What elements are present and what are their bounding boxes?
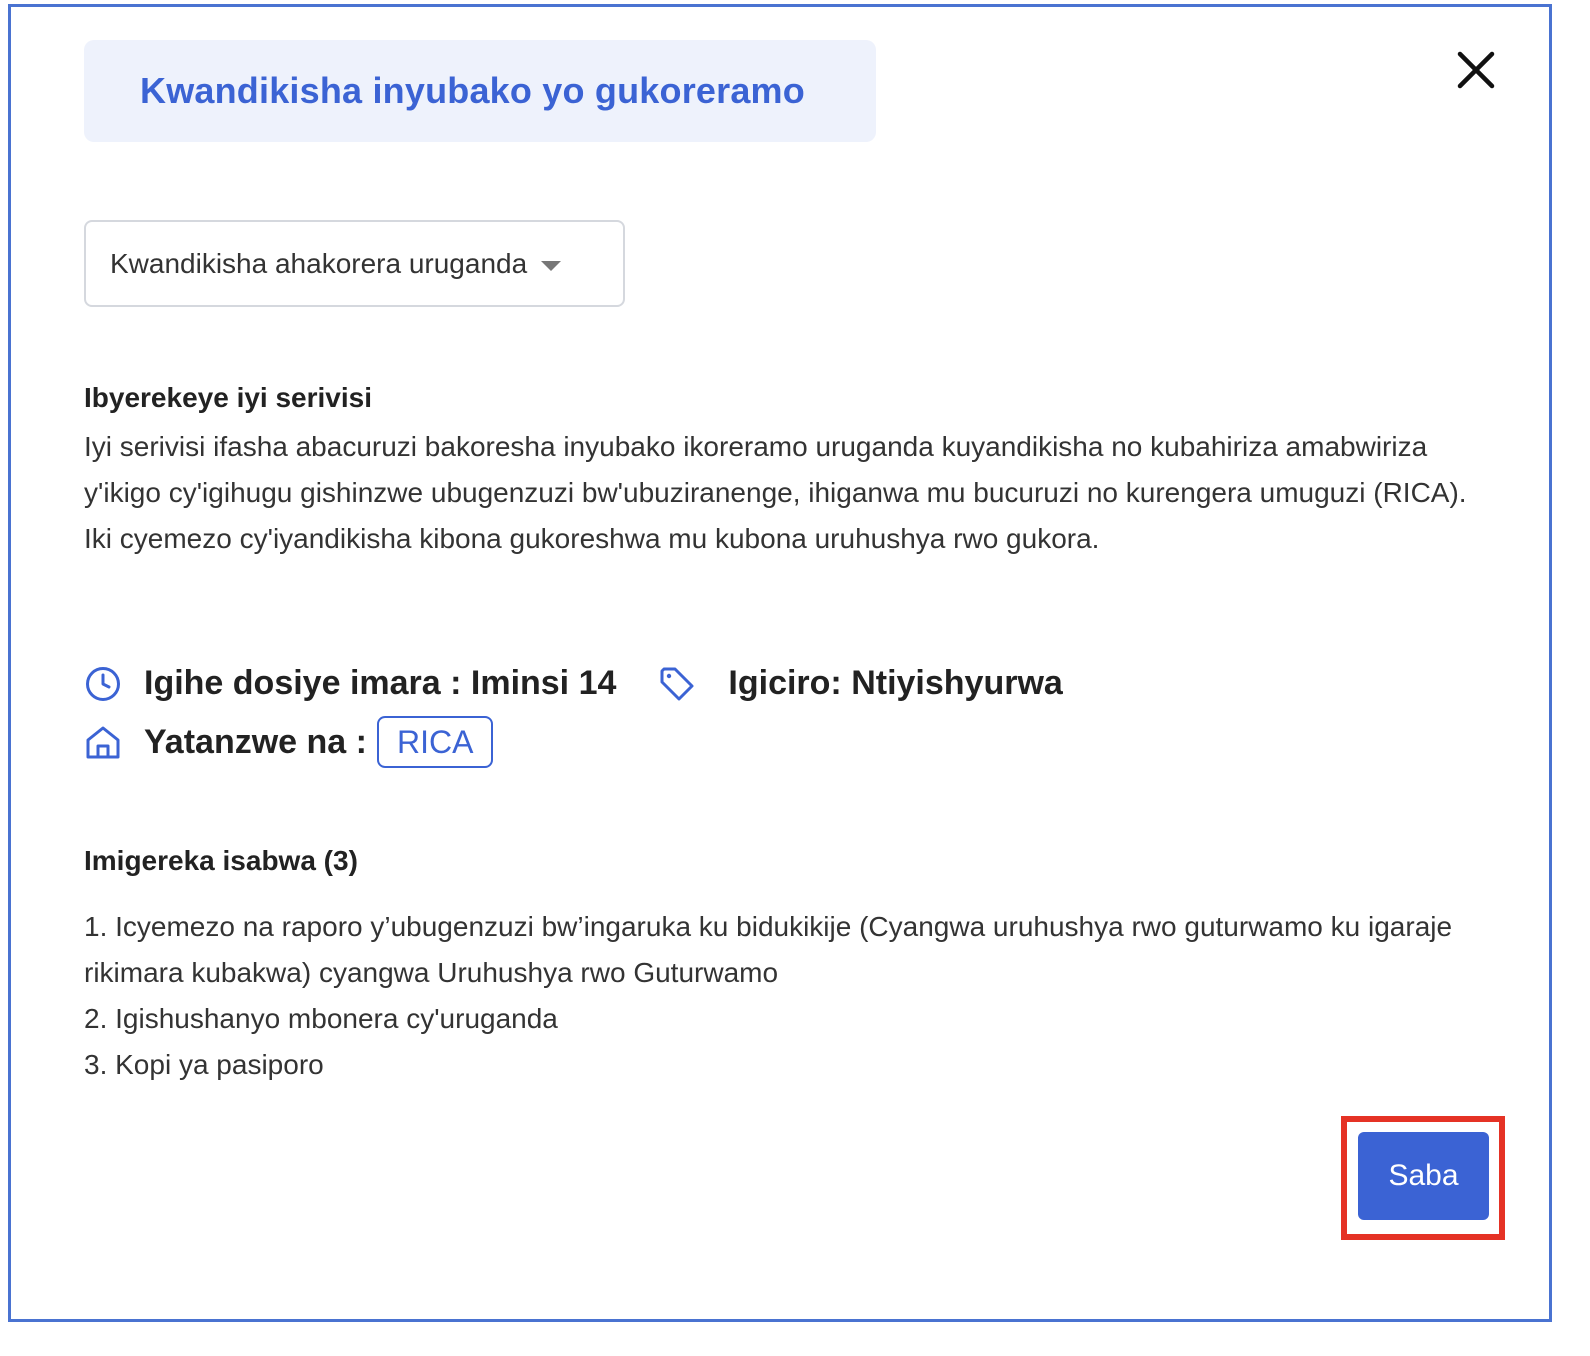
caret-down-icon [541, 261, 561, 271]
service-modal [8, 4, 1552, 1322]
home-icon [84, 723, 122, 761]
service-price: Igiciro: Ntiyishyurwa [728, 664, 1063, 702]
about-heading: Ibyerekeye iyi serivisi [84, 382, 372, 413]
requirements-list [84, 904, 1494, 1088]
tag-icon [658, 665, 696, 703]
list-item: 2. Igishushanyo mbonera cy'uruganda [84, 1003, 558, 1034]
about-description: Iyi serivisi ifasha abacuruzi bakoresha inyubako ikoreramo uruganda kuyandikisha no kubahiriza amabwiriza y'ikigo cy'igihugu gishinzwe ubugenzuzi bw'ubuziranenge, ihiganwa mu bucuruzi no kurengera umuguzi (RICA). Iki cyemezo cy'iyandikisha kibona gukoreshwa mu kubona uruhushya rwo gukora. [84, 431, 1467, 554]
list-item: 1. Icyemezo na raporo y’ubugenzuzi bw’ingaruka ku bidukikije (Cyangwa uruhushya rwo guturwamo ku igaraje rikimara kubakwa) cyangwa Uruhushya rwo Guturwamo [84, 911, 1453, 988]
service-type-select[interactable] [84, 220, 625, 307]
modal-title-box [84, 40, 876, 142]
provider-tag[interactable]: RICA [377, 716, 493, 768]
requirements-heading: Imigereka isabwa (3) [84, 845, 358, 876]
clock-icon [84, 665, 122, 703]
provided-by-label: Yatanzwe na : [144, 722, 367, 761]
meta-row-provider [84, 716, 493, 768]
close-button[interactable] [1454, 48, 1498, 92]
list-item: 3. Kopi ya pasiporo [84, 1049, 324, 1080]
modal-title: Kwandikisha inyubako yo gukoreramo [140, 70, 805, 111]
processing-time: Igihe dosiye imara : Iminsi 14 [144, 664, 617, 702]
meta-row-time-price [84, 664, 1063, 703]
service-type-selected-value: Kwandikisha ahakorera uruganda [110, 247, 528, 279]
close-icon [1454, 48, 1498, 92]
apply-button[interactable]: Saba [1358, 1132, 1489, 1220]
